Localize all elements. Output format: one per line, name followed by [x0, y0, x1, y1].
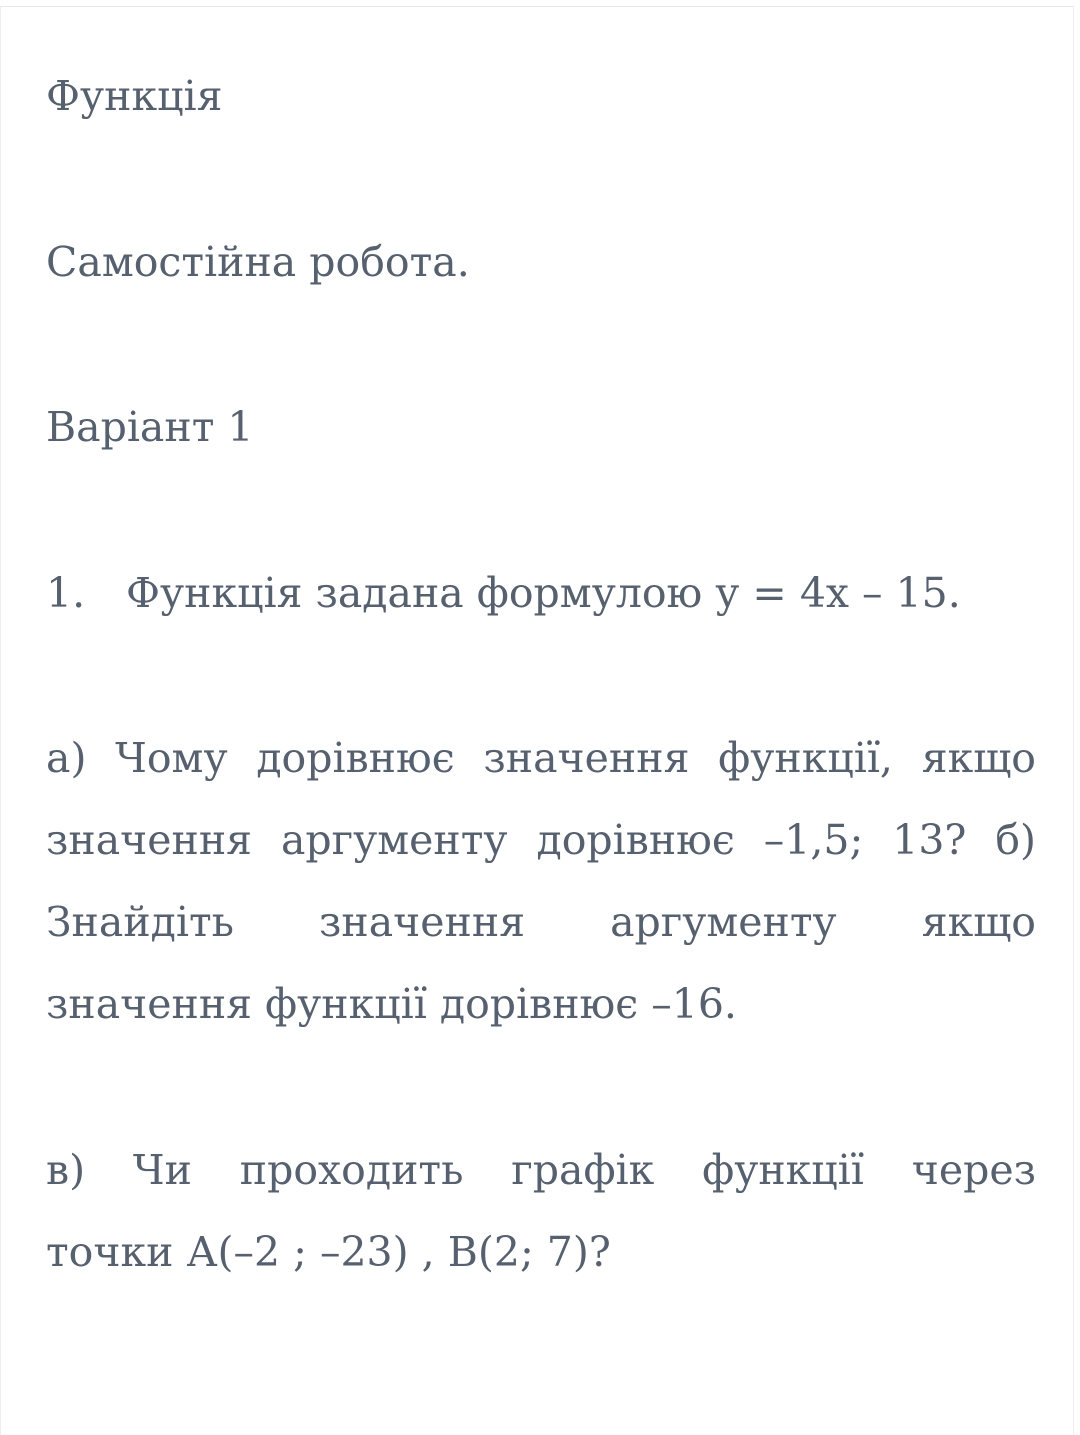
document-card	[0, 6, 1074, 1435]
task-1-statement	[46, 552, 1036, 634]
part-v-line: в) Чи проходить графік функції через	[46, 1146, 1036, 1194]
part-a-line: Знайдіть значення аргументу якщо	[46, 898, 1036, 946]
part-a-line: значення функції дорівнює –16.	[46, 980, 737, 1028]
document-title: Функція	[46, 72, 223, 120]
task-number: 1.	[46, 569, 86, 617]
task-formula-text: Функція задана формулою у = 4х – 15.	[126, 569, 961, 617]
part-a-question	[46, 717, 1036, 1045]
part-v-question	[46, 1129, 1036, 1293]
work-type-heading: Самостійна робота.	[46, 238, 470, 286]
part-a-line: а) Чому дорівнює значення функції, якщо	[46, 734, 1036, 782]
part-a-line: значення аргументу дорівнює –1,5; 13? б)	[46, 816, 1036, 864]
variant-heading: Варіант 1	[46, 403, 254, 451]
part-v-line: точки А(–2 ; –23) , В(2; 7)?	[46, 1228, 611, 1276]
